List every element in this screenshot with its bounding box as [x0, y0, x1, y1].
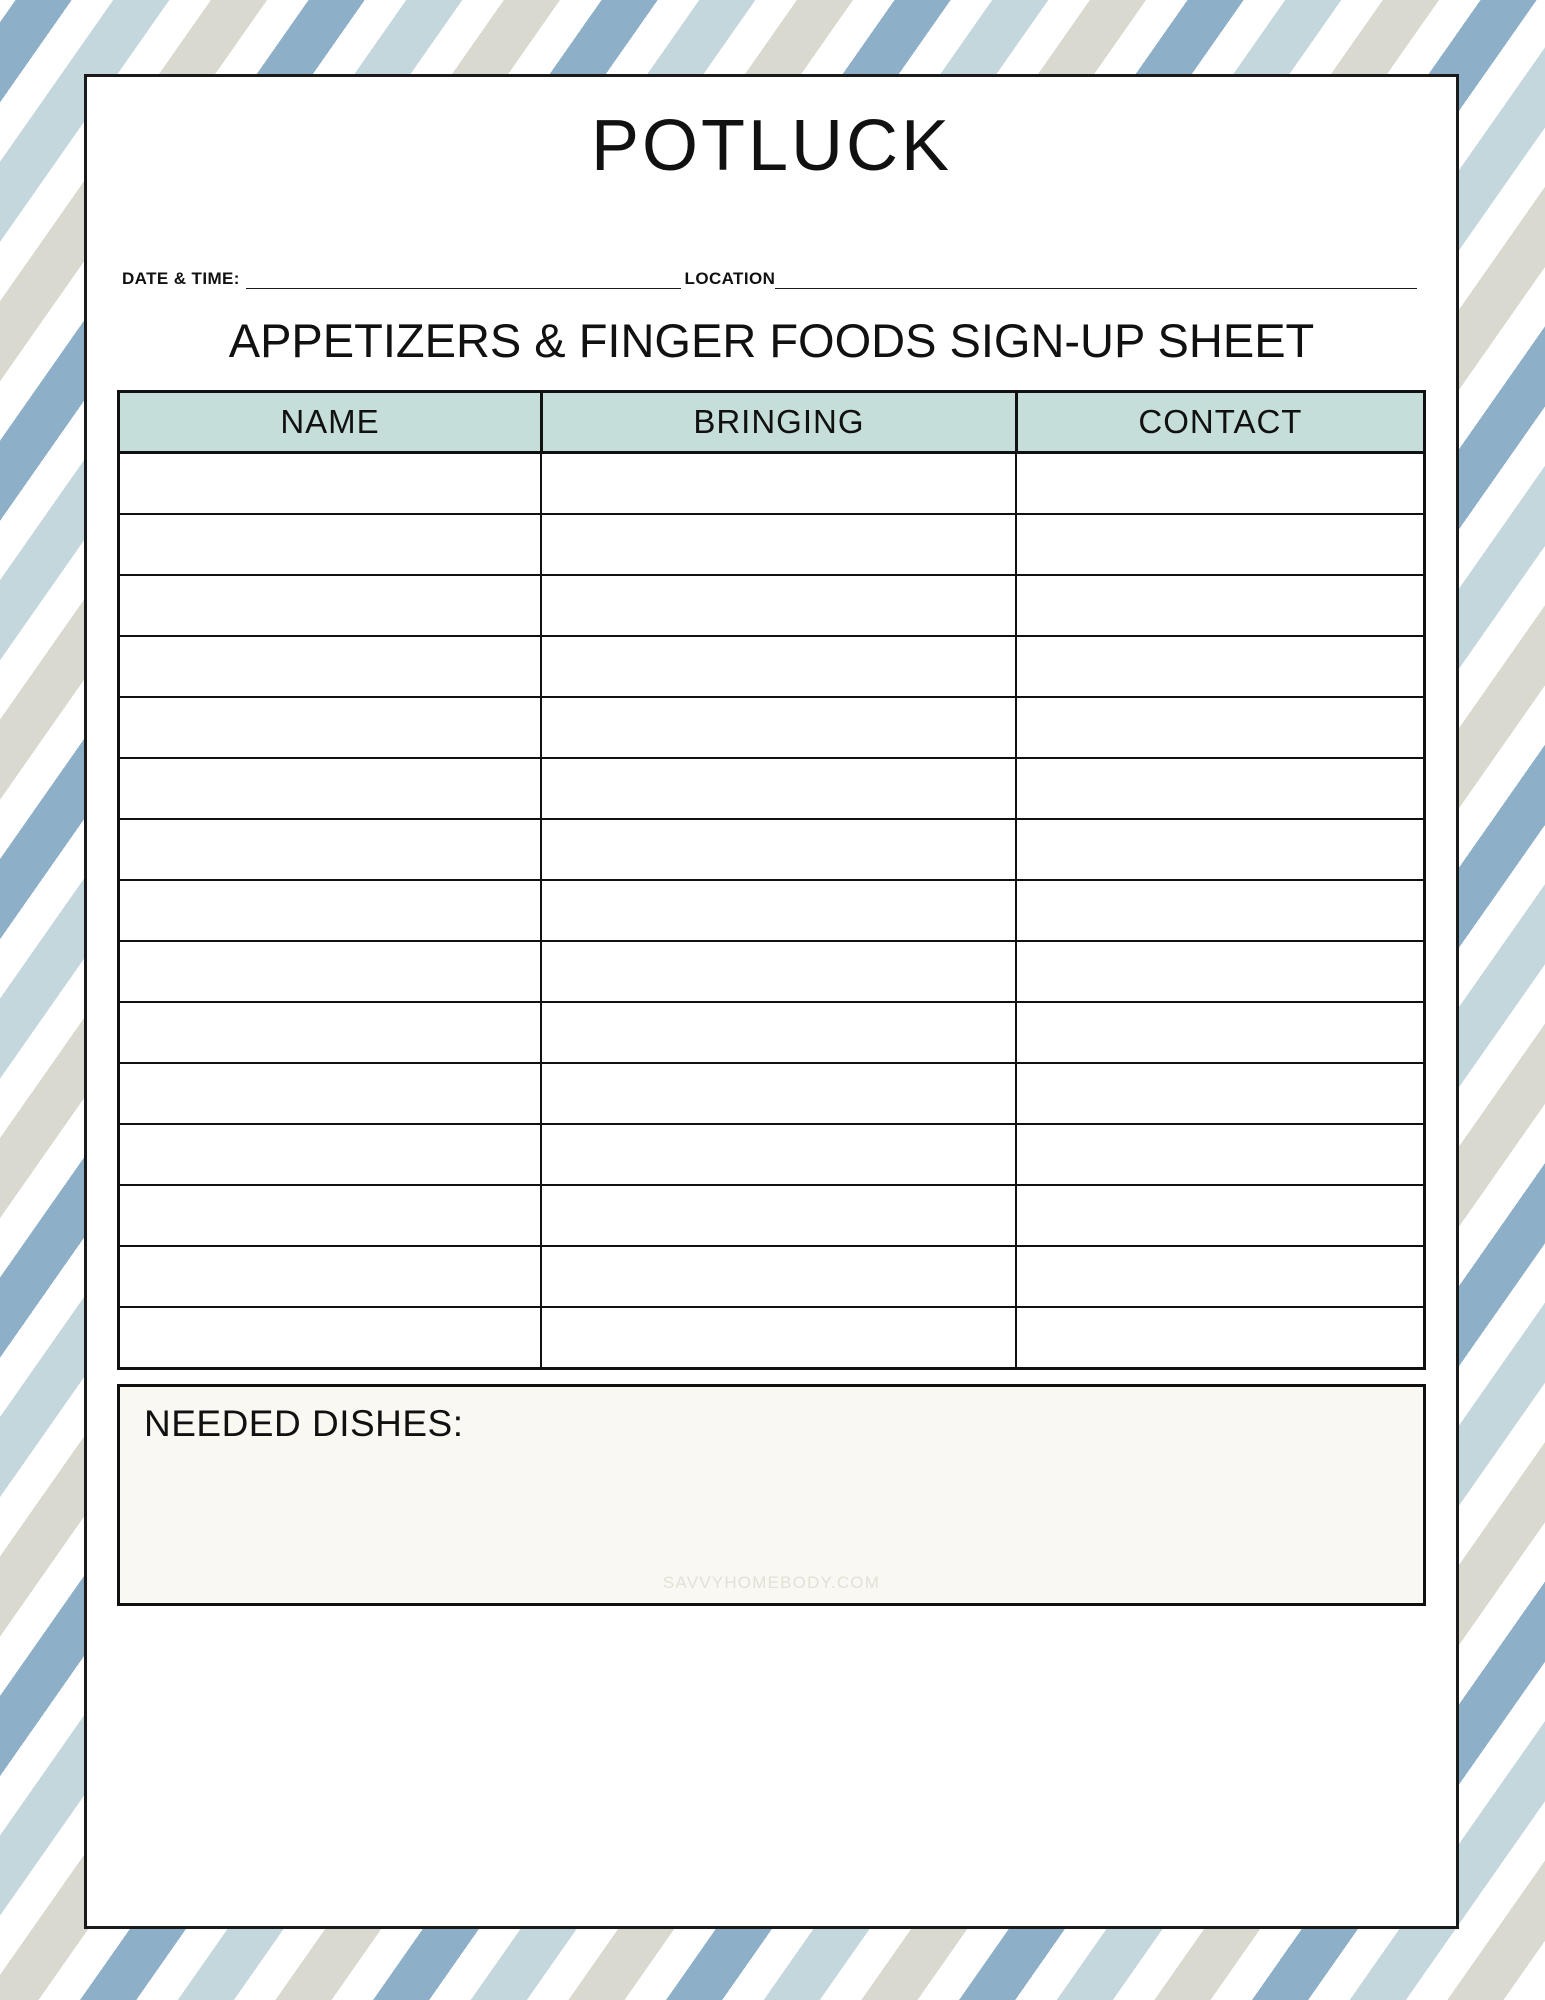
table-row — [119, 636, 1425, 697]
cell-name[interactable] — [119, 1063, 542, 1124]
needed-dishes-label: NEEDED DISHES: — [144, 1402, 464, 1444]
table-header-row — [119, 391, 1425, 452]
table-row — [119, 880, 1425, 941]
cell-contact[interactable] — [1016, 452, 1424, 514]
cell-bringing[interactable] — [541, 880, 1016, 941]
cell-bringing[interactable] — [541, 1307, 1016, 1369]
cell-name[interactable] — [119, 1185, 542, 1246]
cell-contact[interactable] — [1016, 819, 1424, 880]
table-row — [119, 758, 1425, 819]
cell-contact[interactable] — [1016, 758, 1424, 819]
page-title: POTLUCK — [590, 106, 953, 186]
cell-contact[interactable] — [1016, 880, 1424, 941]
location-label: LOCATION — [684, 268, 776, 288]
column-header-contact: CONTACT — [1016, 391, 1424, 452]
table-row — [119, 1124, 1425, 1185]
column-header-bringing: BRINGING — [541, 391, 1016, 452]
table-row — [119, 697, 1425, 758]
table-body — [119, 452, 1425, 1368]
cell-bringing[interactable] — [541, 575, 1016, 636]
cell-bringing[interactable] — [541, 819, 1016, 880]
potluck-sign-up-sheet — [84, 74, 1459, 1929]
table-row — [119, 1246, 1425, 1307]
cell-contact[interactable] — [1016, 1307, 1424, 1369]
cell-bringing[interactable] — [541, 697, 1016, 758]
cell-contact[interactable] — [1016, 1124, 1424, 1185]
table-row — [119, 575, 1425, 636]
needed-dishes-box[interactable] — [117, 1384, 1426, 1606]
date-time-write-line[interactable] — [246, 274, 681, 289]
table-row — [119, 514, 1425, 575]
table-row — [119, 819, 1425, 880]
cell-contact[interactable] — [1016, 1185, 1424, 1246]
cell-bringing[interactable] — [541, 514, 1016, 575]
cell-name[interactable] — [119, 941, 542, 1002]
cell-bringing[interactable] — [541, 452, 1016, 514]
table-row — [119, 1185, 1425, 1246]
column-header-name: NAME — [119, 391, 542, 452]
cell-contact[interactable] — [1016, 575, 1424, 636]
location-write-line[interactable] — [775, 274, 1417, 289]
cell-bringing[interactable] — [541, 1124, 1016, 1185]
cell-name[interactable] — [119, 758, 542, 819]
cell-name[interactable] — [119, 636, 542, 697]
cell-bringing[interactable] — [541, 1185, 1016, 1246]
cell-contact[interactable] — [1016, 941, 1424, 1002]
cell-name[interactable] — [119, 819, 542, 880]
cell-bringing[interactable] — [541, 758, 1016, 819]
cell-name[interactable] — [119, 1002, 542, 1063]
sign-up-table — [117, 390, 1426, 1370]
cell-contact[interactable] — [1016, 1246, 1424, 1307]
cell-bringing[interactable] — [541, 1246, 1016, 1307]
cell-name[interactable] — [119, 575, 542, 636]
cell-contact[interactable] — [1016, 636, 1424, 697]
cell-name[interactable] — [119, 697, 542, 758]
cell-name[interactable] — [119, 1307, 542, 1369]
cell-name[interactable] — [119, 514, 542, 575]
page-subtitle: APPETIZERS & FINGER FOODS SIGN-UP SHEET — [228, 313, 1315, 367]
cell-name[interactable] — [119, 880, 542, 941]
cell-name[interactable] — [119, 1124, 542, 1185]
cell-contact[interactable] — [1016, 697, 1424, 758]
cell-bringing[interactable] — [541, 636, 1016, 697]
cell-contact[interactable] — [1016, 1063, 1424, 1124]
table-row — [119, 1307, 1425, 1369]
cell-bringing[interactable] — [541, 1063, 1016, 1124]
cell-name[interactable] — [119, 452, 542, 514]
cell-bringing[interactable] — [541, 1002, 1016, 1063]
site-watermark: SAVVYHOMEBODY.COM — [662, 1572, 881, 1592]
cell-contact[interactable] — [1016, 1002, 1424, 1063]
date-time-label: DATE & TIME: — [122, 268, 240, 288]
cell-bringing[interactable] — [541, 941, 1016, 1002]
meta-row — [117, 269, 1426, 291]
table-row — [119, 452, 1425, 514]
table-row — [119, 1002, 1425, 1063]
table-row — [119, 1063, 1425, 1124]
cell-name[interactable] — [119, 1246, 542, 1307]
table-row — [119, 941, 1425, 1002]
cell-contact[interactable] — [1016, 514, 1424, 575]
